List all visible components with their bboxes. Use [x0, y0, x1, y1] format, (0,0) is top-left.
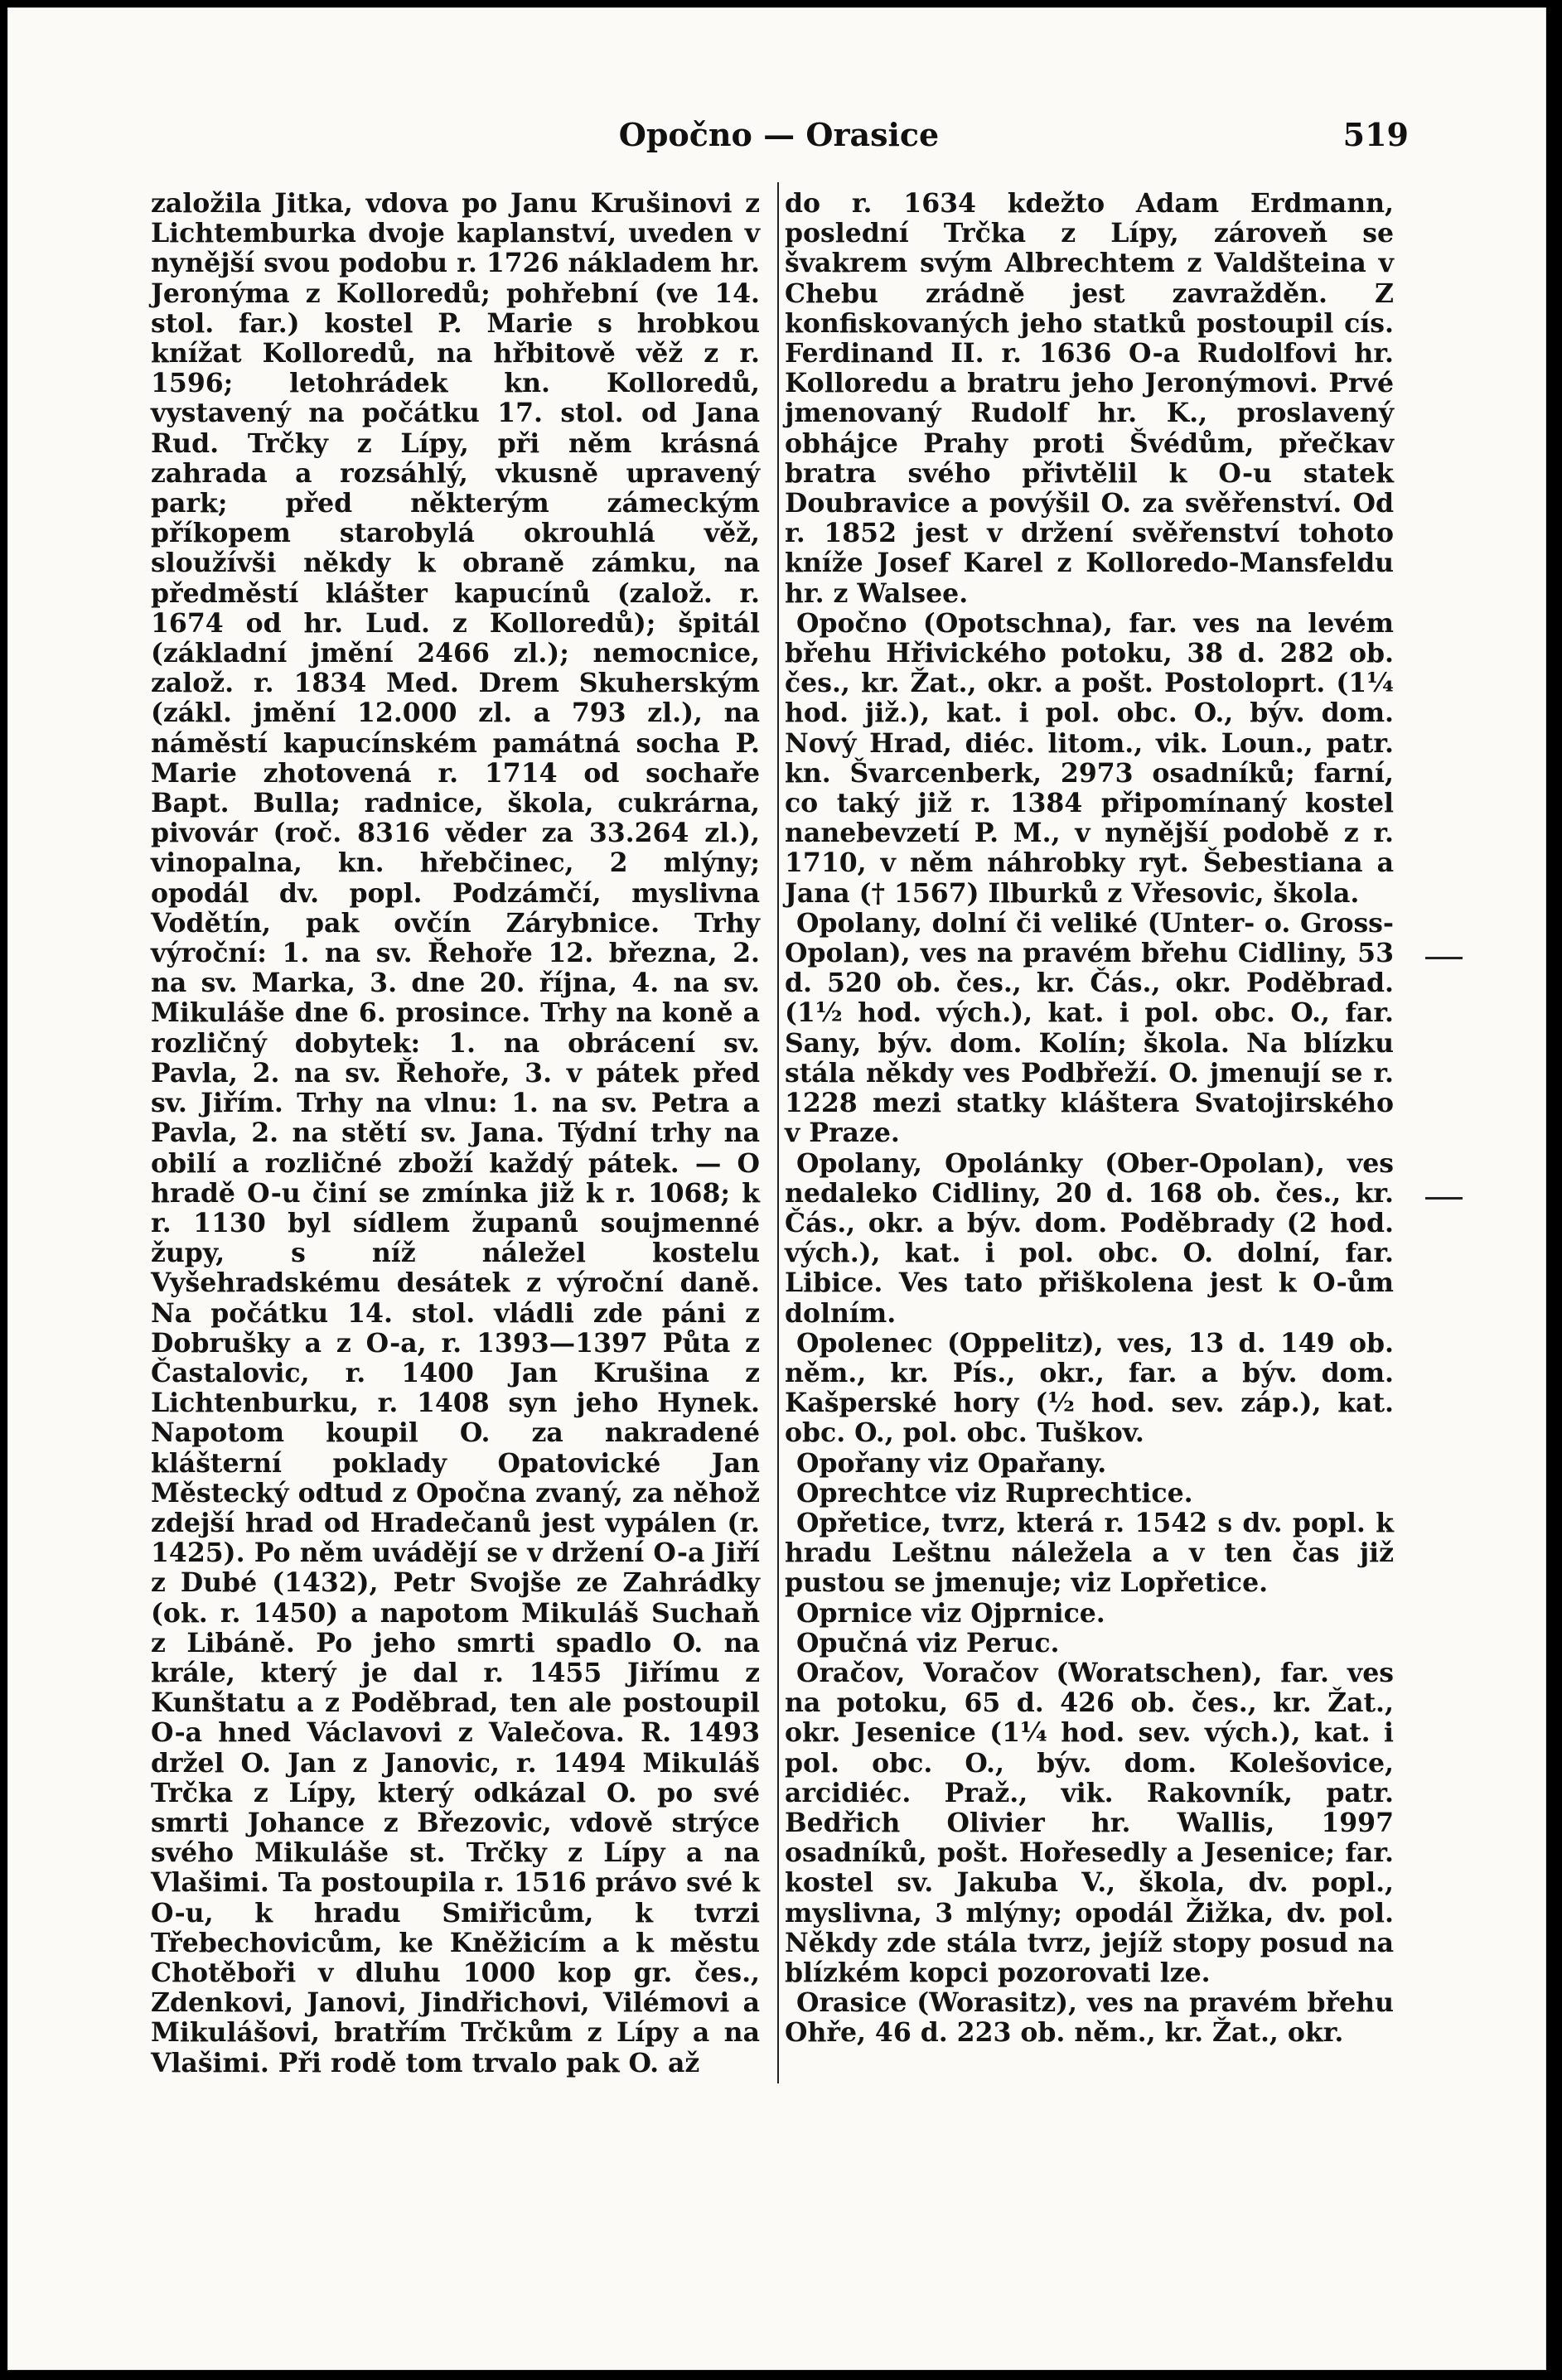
entry-paragraph: Opočno (Opotschna), far. ves na levém břehu Hřivického potoku, 38 d. 282 ob. čes., kr. Žat., okr. a pošt. Postoloprt. (1¼ hod. již.), kat. i pol. obc. O., býv. dom. Nový Hrad, diéc. litom., vik. Loun., patr. kn. Švarcenberk, 2973 osadníků; farní, co taký již r. 1384 připomínaný kostel nanebevzetí P. M., v nynější podobě z r. 1710, v něm náhrobky ryt. Šebestiana a Jana († 1567) Ilburků z Vřesovic, škola. — [785, 607, 1394, 909]
entry-paragraph: Oračov, Voračov (Woratschen), far. ves na potoku, 65 d. 426 ob. čes., kr. Žat., okr. Jesenice (1¼ hod. sev. vých.), kat. i pol. obc. O., býv. dom. Kolešovice, arcidiéc. Praž., vik. Rakovník, patr. Bedřich Olivier hr. Wallis, 1997 osadníků, pošt. Hořesedly a Jesenice; far. kostel sv. Jakuba V., škola, dv. popl., myslivna, 3 mlýny; opodál Žižka, dv. pol. Někdy zde stála tvrz, jejíž stopy posud na blízkém kopci pozorovati lze. — [785, 1657, 1394, 1988]
entry-paragraph: Opřetice, tvrz, která r. 1542 s dv. popl. k hradu Leštnu náležela a v ten čas již pustou se jmenuje; viz Lopřetice. — [785, 1507, 1394, 1599]
entry-paragraph: Opořany viz Opařany. — [796, 1447, 1107, 1479]
entry-paragraph: Orasice (Worasitz), ves na pravém břehu Ohře, 46 d. 223 ob. něm., kr. Žat., okr. — [785, 1987, 1394, 2049]
running-title: Opočno — Orasice — [618, 116, 940, 153]
entry-paragraph: Opolany, dolní či veliké (Unter- o. Gross-Opolan), ves na pravém břehu Cidliny, 53 d. 520 ob. čes., kr. Čás., okr. Poděbrad. (1½ hod. vých.), kat. i pol. obc. O., far. Sany, býv. dom. Kolín; škola. Na blízku stála někdy ves Podbřeží. O. jmenují se r. 1228 mezi statky kláštera Svatojirského v Praze. — [785, 907, 1394, 1149]
entry-paragraph: Opučná viz Peruc. — [796, 1627, 1060, 1658]
margin-mark — [1425, 957, 1463, 959]
page-number: 519 — [1342, 116, 1409, 153]
entry-paragraph: Opolany, Opolánky (Ober-Opolan), ves nedaleko Cidliny, 20 d. 168 ob. čes., kr. Čás., okr. a býv. dom. Poděbrady (2 hod. vých.), kat. i pol. obc. O. dolní, far. Libice. Ves tato přiškolena jest k O-ům dolním. — [785, 1147, 1394, 1329]
scanned-page — [8, 8, 1545, 2369]
running-header — [149, 116, 1409, 157]
entry-paragraph: Opolenec (Oppelitz), ves, 13 d. 149 ob. něm., kr. Pís., okr., far. a býv. dom. Kašperské hory (½ hod. sev. záp.), kat. obc. O., pol. obc. Tuškov. — [785, 1327, 1394, 1449]
paragraph: do r. 1634 kdežto Adam Erdmann, poslední Trčka z Lípy, zároveň se švakrem svým Albrechtem z Valdšteina v Chebu zrádně jest zavražděn. Z konfiskovaných jeho statků postoupil cís. Ferdinand II. r. 1636 O-a Rudolfovi hr. Kolloredu a bratru jeho Jeronýmovi. Prvé jmenovaný Rudolf hr. K., proslavený obhájce Prahy proti Švédům, přečkav bratra svého přivtělil k O-u statek Doubravice a povýšil O. za svěřenství. Od r. 1852 jest v držení svěřenství tohoto kníže Josef Karel z Kolloredo-Mansfeldu hr. z Walsee. — [785, 188, 1394, 609]
entry-paragraph: Oprechtce viz Ruprechtice. — [796, 1477, 1193, 1509]
paragraph: založila Jitka, vdova po Janu Krušinovi z Lichtemburka dvoje kaplanství, uveden v nynější svou podobu r. 1726 nákladem hr. Jeronýma z Kolloredů; pohřební (ve 14. stol. far.) kostel P. Marie s hrobkou knížat Kolloredů, na hřbitově věž z r. 1596; letohrádek kn. Kolloredů, vystavený na počátku 17. stol. od Jana Rud. Trčky z Lípy, při něm krásná zahrada a rozsáhlý, vkusně upravený park; před některým zámeckým příkopem starobylá okrouhlá věž, sloužívši někdy k obraně zámku, na předměstí klášter kapucínů (založ. r. 1674 od hr. Lud. z Kolloredů); špitál (základní jmění 2466 zl.); nemocnice, založ. r. 1834 Med. Drem Skuherským (zákl. jmění 12.000 zl. a 793 zl.), na náměstí kapucínském památná socha P. Marie zhotovená r. 1714 od sochaře Bapt. Bulla; radnice, škola, cukrárna, pivovár (roč. 8316 věder za 33.264 zl.), vinopalna, kn. hřebčinec, 2 mlýny; opodál dv. popl. Podzámčí, myslivna Vodětín, pak ovčín Zárybnice. Trhy výroční: 1. na sv. Řehoře 12. března, 2. na sv. Marka, 3. dne 20. října, 4. na sv. Mikuláše dne 6. prosince. Trhy na koně a rozličný dobytek: 1. na obrácení sv. Pavla, 2. na sv. Řehoře, 3. v pátek před sv. Jiřím. Trhy na vlnu: 1. na sv. Petra a Pavla, 2. na stětí sv. Jana. Týdní trhy na obilí a rozličné zboží každý pátek. — O hradě O-u činí se zmínka již k r. 1068; k r. 1130 byl sídlem županů soujmenné župy, s níž náležel kostelu Vyšehradskému desátek z výroční daně. Na počátku 14. stol. vládli zde páni z Dobrušky a z O-a, r. 1393—1397 Půta z Častalovic, r. 1400 Jan Krušina z Lichtenburku, r. 1408 syn jeho Hynek. Napotom koupil O. za nakradené klášterní poklady Opatovické Jan Městecký odtud z Opočna zvaný, za něhož zdejší hrad od Hradečanů jest vypálen (r. 1425). Po něm uvádějí se v držení O-a Jiří z Dubé (1432), Petr Svojše ze Zahrádky (ok. r. 1450) a napotom Mikuláš Suchaň z Libáně. Po jeho smrti spadlo O. na krále, který je dal r. 1455 Jiřímu z Kunštatu a z Poděbrad, ten ale postoupil O-a hned Václavovi z Valečova. R. 1493 držel O. Jan z Janovic, r. 1494 Mikuláš Trčka z Lípy, který odkázal O. po své smrti Johance z Březovic, vdově strýce svého Mikuláše st. Trčky z Lípy a na Vlašimi. Ta postoupila r. 1516 právo své k O-u, k hradu Smiřicům, k tvrzi Třebechovicům, ke Kněžicím a k městu Chotěboři v dluhu 1000 kop gr. čes., Zdenkovi, Janovi, Jindřichovi, Vilémovi a Mikulášovi, bratřím Trčkům z Lípy a na Vlašimi. Při rodě tom trvalo pak O. až — [151, 188, 760, 2078]
entry-paragraph: Oprnice viz Ojprnice. — [796, 1597, 1105, 1629]
left-column — [151, 189, 760, 2078]
column-divider — [777, 182, 779, 2083]
margin-mark — [1425, 1197, 1463, 1200]
right-column — [785, 189, 1394, 2049]
